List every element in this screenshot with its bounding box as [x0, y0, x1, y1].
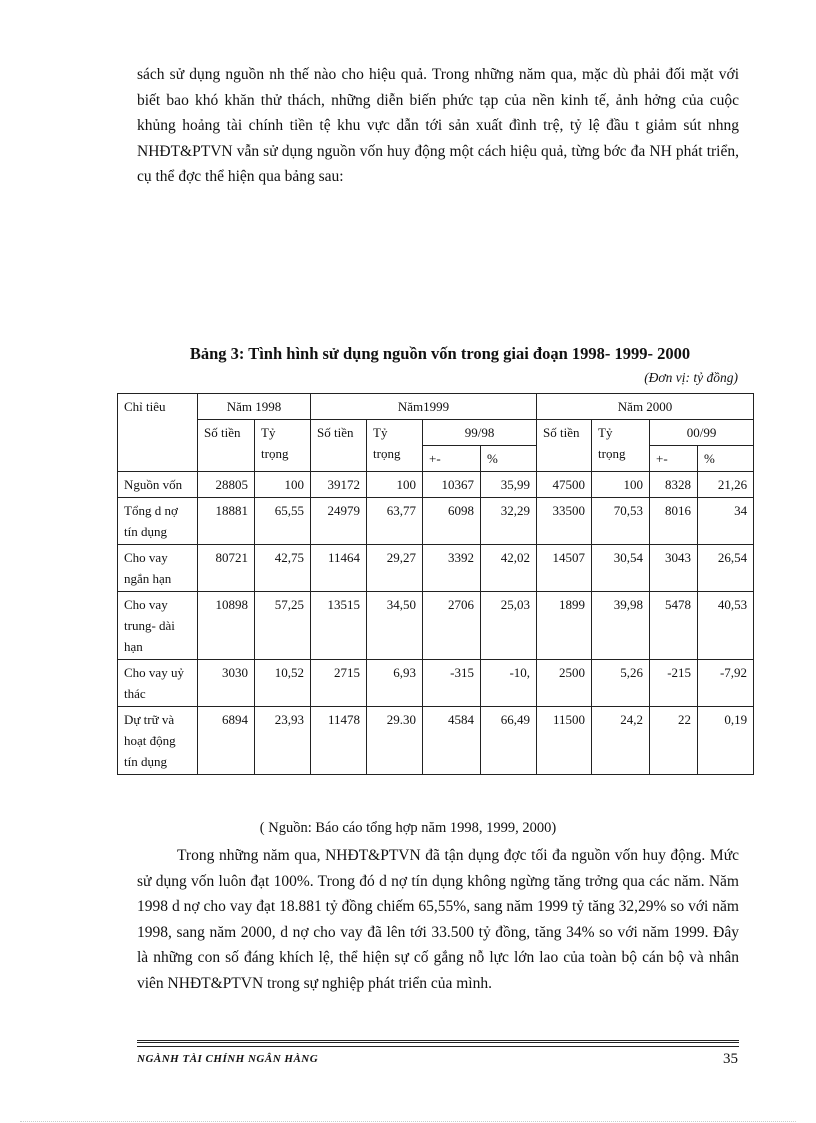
table-cell: 11500	[537, 707, 592, 775]
table-row	[118, 707, 754, 775]
header-cmp-99-98: 99/98	[423, 420, 537, 446]
table-cell: 42,02	[481, 545, 537, 592]
table-cell: 24979	[311, 498, 367, 545]
table-row	[118, 472, 754, 498]
table-cell: 30,54	[592, 545, 650, 592]
header-ty-trong: Tỷ trọng	[592, 420, 650, 472]
header-year-1998: Năm 1998	[198, 394, 311, 420]
table-row	[118, 660, 754, 707]
header-plus-minus: +-	[423, 446, 481, 472]
table-cell: -10,	[481, 660, 537, 707]
header-ty-trong: Tỷ trọng	[255, 420, 311, 472]
table-cell: 4584	[423, 707, 481, 775]
table-cell: 6,93	[367, 660, 423, 707]
table-cell: 33500	[537, 498, 592, 545]
table-cell: 65,55	[255, 498, 311, 545]
table-cell: 18881	[198, 498, 255, 545]
intro-paragraph: sách sử dụng nguồn nh thế nào cho hiệu quả. Trong những năm qua, mặc dù phải đối mặt với biết bao khó khăn thử thách, những diễn biến phức tạp của nền kinh tế, ảnh hởng của cuộc khủng hoảng tài chính tiền tệ khu vực dẫn tới sản xuất đình trệ, tỷ lệ đầu t giảm sút nhng NHĐT&PTVN vẫn sử dụng nguồn vốn huy động một cách hiệu quả, từng bớc đa NH phát triển, cụ thể đợc thể hiện qua bảng sau:	[137, 66, 739, 185]
header-so-tien: Số tiền	[537, 420, 592, 472]
unit-note: (Đơn vị: tỷ đồng)	[644, 370, 738, 385]
table-cell: 21,26	[698, 472, 754, 498]
header-cmp-00-99: 00/99	[650, 420, 754, 446]
source-note: ( Nguồn: Báo cáo tổng hợp năm 1998, 1999, 2000)	[259, 820, 557, 836]
table-row	[118, 498, 754, 545]
closing-paragraph: Trong những năm qua, NHĐT&PTVN đã tận dụng đợc tối đa nguồn vốn huy động. Mức sử dụng vốn luôn đạt 100%. Trong đó d nợ tín dụng không ngừng tăng trởng qua các năm. Năm 1998 d nợ cho vay đạt 18.881 tỷ đồng chiếm 65,55%, sang năm 1999 tỷ tăng 32,29% so với năm 1998, sang năm 2000, d nợ cho vay đã lên tới 33.500 tỷ đồng, tăng 34% so với năm 1999. Đây là những con số đáng khích lệ, thể hiện sự cố gắng nỗ lực lớn lao của toàn bộ cán bộ và nhân viên NHĐT&PTVN trong sự nghiệp phát triển của mình.	[137, 847, 739, 992]
table-cell: 66,49	[481, 707, 537, 775]
row-label: Dự trữ và hoạt động tín dụng	[118, 707, 198, 775]
table-cell: 5478	[650, 592, 698, 660]
row-label: Cho vay ngắn hạn	[118, 545, 198, 592]
table-cell: 40,53	[698, 592, 754, 660]
table-cell: 29.30	[367, 707, 423, 775]
table-cell: 100	[255, 472, 311, 498]
footer-title: NGÀNH TÀI CHÍNH NGÂN HÀNG	[137, 1053, 319, 1065]
table-row	[118, 545, 754, 592]
table-cell: 26,54	[698, 545, 754, 592]
table-cell: 2500	[537, 660, 592, 707]
table-cell: 100	[367, 472, 423, 498]
table-title: Bảng 3: Tình hình sử dụng nguồn vốn trong giai đoạn 1998- 1999- 2000	[189, 344, 691, 363]
table-cell: 28805	[198, 472, 255, 498]
page-number: 35	[723, 1051, 738, 1067]
table-cell: -215	[650, 660, 698, 707]
table-cell: 8016	[650, 498, 698, 545]
table-cell: 10,52	[255, 660, 311, 707]
table-cell: 14507	[537, 545, 592, 592]
table-cell: 3030	[198, 660, 255, 707]
table-cell: 10367	[423, 472, 481, 498]
table-cell: 39,98	[592, 592, 650, 660]
table-cell: 0,19	[698, 707, 754, 775]
row-label: Tổng d nợ tín dụng	[118, 498, 198, 545]
table-cell: 80721	[198, 545, 255, 592]
table-cell: 47500	[537, 472, 592, 498]
table-cell: 42,75	[255, 545, 311, 592]
footer-divider	[137, 1040, 739, 1043]
table-cell: -7,92	[698, 660, 754, 707]
table-cell: 24,2	[592, 707, 650, 775]
table-cell: -315	[423, 660, 481, 707]
header-chi-tieu: Chỉ tiêu	[118, 394, 198, 472]
page-edge-divider	[20, 1121, 796, 1122]
table-row	[118, 592, 754, 660]
header-year-1999: Năm1999	[311, 394, 537, 420]
table-body	[118, 472, 754, 775]
table-cell: 70,53	[592, 498, 650, 545]
table-cell: 57,25	[255, 592, 311, 660]
row-label: Cho vay trung- dài hạn	[118, 592, 198, 660]
table-cell: 6894	[198, 707, 255, 775]
table-cell: 22	[650, 707, 698, 775]
capital-usage-table	[117, 393, 754, 775]
header-row-2	[118, 420, 754, 446]
header-ty-trong: Tỷ trọng	[367, 420, 423, 472]
table-cell: 32,29	[481, 498, 537, 545]
table-cell: 23,93	[255, 707, 311, 775]
table-cell: 25,03	[481, 592, 537, 660]
table-cell: 34	[698, 498, 754, 545]
header-year-2000: Năm 2000	[537, 394, 754, 420]
header-percent: %	[481, 446, 537, 472]
header-row-1	[118, 394, 754, 420]
table-cell: 8328	[650, 472, 698, 498]
table-cell: 5,26	[592, 660, 650, 707]
table-cell: 35,99	[481, 472, 537, 498]
table-cell: 63,77	[367, 498, 423, 545]
footer-divider	[137, 1046, 739, 1047]
table-cell: 3392	[423, 545, 481, 592]
table-cell: 11478	[311, 707, 367, 775]
header-so-tien: Số tiền	[198, 420, 255, 472]
table-cell: 13515	[311, 592, 367, 660]
table-cell: 11464	[311, 545, 367, 592]
table-cell: 29,27	[367, 545, 423, 592]
table-cell: 34,50	[367, 592, 423, 660]
row-label: Cho vay uỷ thác	[118, 660, 198, 707]
header-so-tien: Số tiền	[311, 420, 367, 472]
row-label: Nguồn vốn	[118, 472, 198, 498]
table-cell: 10898	[198, 592, 255, 660]
table-cell: 100	[592, 472, 650, 498]
table-cell: 6098	[423, 498, 481, 545]
table-cell: 2706	[423, 592, 481, 660]
header-percent: %	[698, 446, 754, 472]
table-cell: 39172	[311, 472, 367, 498]
table-cell: 1899	[537, 592, 592, 660]
table-cell: 3043	[650, 545, 698, 592]
table-cell: 2715	[311, 660, 367, 707]
header-plus-minus: +-	[650, 446, 698, 472]
